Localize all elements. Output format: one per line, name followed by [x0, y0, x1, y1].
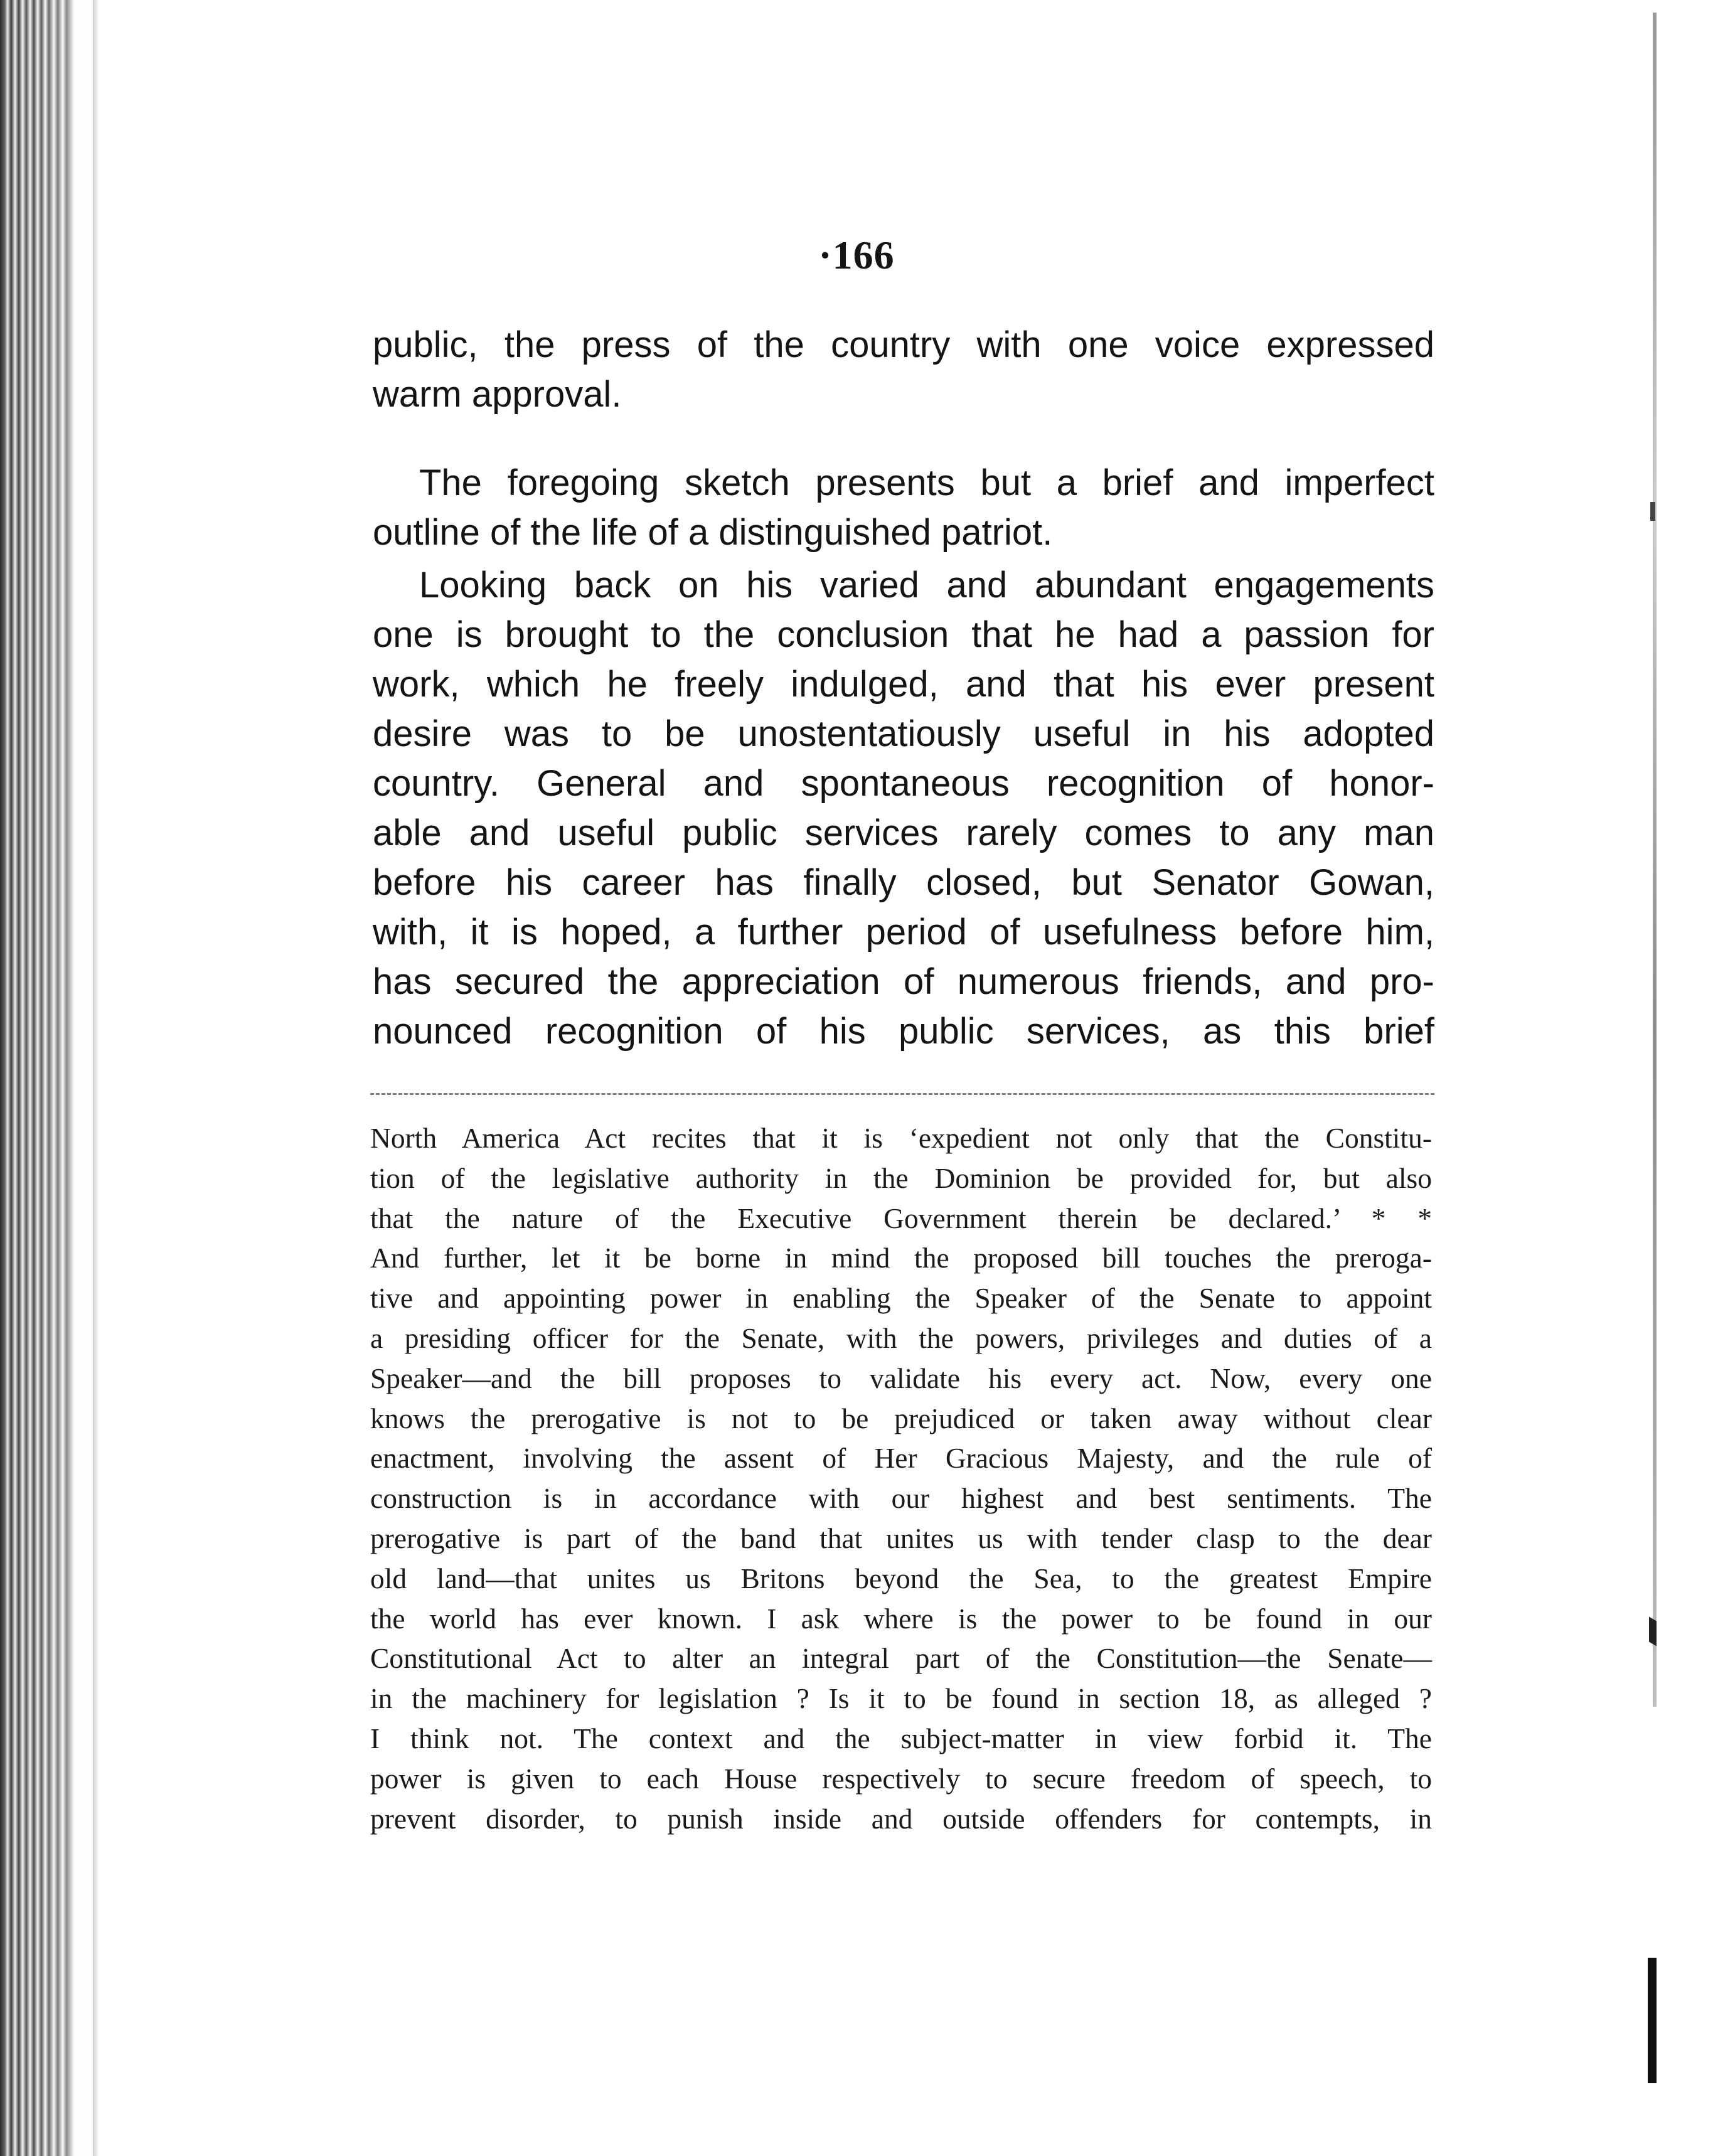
footnote-line: old land—that unites us Britons beyond the Sea, to the greatest Empire	[370, 1562, 1432, 1594]
footnote-divider	[370, 1093, 1434, 1095]
book-spine-edge	[0, 0, 94, 2156]
footnote-line: power is given to each House respectively to secure freedom of speech, to	[370, 1762, 1432, 1795]
footnote-line: Constitutional Act to alter an integral part of the Constitution—the Senate—	[370, 1642, 1432, 1675]
text-line: country. General and spontaneous recognition of honor-	[373, 763, 1434, 804]
footnote-line: Speaker—and the bill proposes to validate his every act. Now, every one	[370, 1362, 1432, 1394]
text-line: desire was to be unostentatiously useful in his adopted	[373, 713, 1434, 754]
footnote-line: prerogative is part of the band that unites us with tender clasp to the dear	[370, 1522, 1432, 1554]
text-line: able and useful public services rarely comes to any man	[373, 813, 1434, 853]
text-line: work, which he freely indulged, and that his ever present	[373, 664, 1434, 705]
footnote-line: And further, let it be borne in mind the proposed bill touches the preroga-	[370, 1242, 1432, 1274]
footnote-line: a presiding officer for the Senate, with the powers, privileges and duties of a	[370, 1321, 1432, 1354]
text-line: nounced recognition of his public services, as this brief	[373, 1011, 1434, 1052]
footnote-line: prevent disorder, to punish inside and outside offenders for contempts, in	[370, 1802, 1432, 1835]
continuation-paragraph	[373, 320, 1434, 419]
footnote-line: tive and appointing power in enabling the Speaker of the Senate to appoint	[370, 1282, 1432, 1315]
paragraph-looking-back	[373, 560, 1434, 1056]
footnote	[370, 1118, 1432, 1838]
footnote-line: enactment, involving the assent of Her Gracious Majesty, and the rule of	[370, 1442, 1432, 1475]
text-line: Looking back on his varied and abundant engagements	[419, 565, 1434, 606]
page-number: ·166	[818, 233, 895, 277]
text-line: before his career has finally closed, but Senator Gowan,	[373, 862, 1434, 903]
footnote-line: the world has ever known. I ask where is the power to be found in our	[370, 1602, 1432, 1635]
footnote-line: that the nature of the Executive Government therein be declared.’ * *	[370, 1202, 1432, 1234]
footnote-line: knows the prerogative is not to be prejudiced or taken away without clear	[370, 1402, 1432, 1434]
footnote-line: North America Act recites that it is ‘expedient not only that the Constitu-	[370, 1122, 1432, 1154]
text-line: The foregoing sketch presents but a brief and imperfect	[419, 462, 1434, 503]
footnote-line: in the machinery for legislation ? Is it to be found in section 18, as alleged ?	[370, 1682, 1432, 1715]
text-line: public, the press of the country with one voice expressed	[373, 324, 1434, 365]
text-line: warm approval.	[373, 374, 622, 415]
paragraph-foregoing-sketch	[373, 458, 1434, 557]
text-line: one is brought to the conclusion that he had a passion for	[373, 614, 1434, 655]
footnote-line: I think not. The context and the subject-matter in view forbid it. The	[370, 1722, 1432, 1754]
text-line: outline of the life of a distinguished patriot.	[373, 512, 1053, 553]
footnote-line: construction is in accordance with our highest and best sentiments. The	[370, 1482, 1432, 1515]
text-line: has secured the appreciation of numerous friends, and pro-	[373, 961, 1434, 1002]
page-right-edge	[1644, 0, 1713, 2156]
footnote-line: tion of the legislative authority in the Dominion be provided for, but also	[370, 1161, 1432, 1194]
text-line: with, it is hoped, a further period of usefulness before him,	[373, 912, 1434, 953]
